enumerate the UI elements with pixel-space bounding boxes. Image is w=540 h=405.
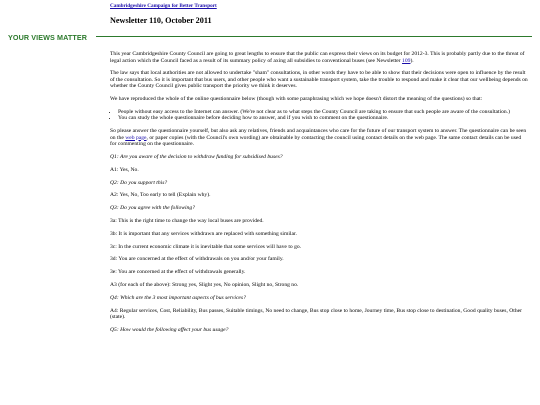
question-1: Q1: Are you aware of the decision to withdraw funding for subsidised buses? [110, 153, 283, 160]
intro-p1-text-b: ). [410, 57, 414, 64]
question-5: Q5: How would the following affect your bus usage? [110, 326, 229, 333]
intro-paragraph-1 [110, 51, 528, 64]
web-page-link[interactable]: web page [125, 134, 147, 141]
intro-p4-text-b: , or paper copies (with the Council's own wording) are obtainable by contacting the council using contact details on the web page. The same contact details can be used for commenting on the questionnaire. [110, 134, 522, 148]
reasons-list-item: • You can study the whole questionnaire before deciding how to answer, and if you wish to comment on the questionnaire. [118, 115, 528, 122]
statement-3b: 3b: It is important that any services withdrawn are replaced with something similar. [110, 230, 297, 237]
statement-3a: 3a: This is the right time to change the way local buses are provided. [110, 217, 264, 224]
intro-p4-text-a: So please answer the questionnaire yourself, but also ask any relatives, friends and acquaintances who care for the future of our transport system to answer. The questionnaire can be seen on the [110, 128, 527, 141]
answer-1: A1: Yes, No. [110, 166, 139, 173]
intro-p1-text-a: This year Cambridgeshire County Council are going to great lengths to ensure that the public can express their views on its budget for 2012-3. This is probably partly due to the threat of legal action which the Council faced as a result of its summary policy of axing all subsidies to conventional buses (see Newsletter [110, 51, 525, 64]
article-body [110, 51, 528, 340]
newsletter-title: Newsletter 110, October 2011 [110, 16, 212, 25]
reasons-list-item: • People without easy access to the Internet can answer. (We're not clear as to what steps the County Council are taking to ensure that such people are aware of the consultation.) [118, 109, 528, 116]
newsletter-109-link[interactable]: 109 [402, 57, 411, 64]
intro-paragraph-2: The law says that local authorities are not allowed to undertake "sham" consultations, in other words they have to be able to show that their decisions were open to influence by the result of the consultation. So it is important that bus users, and other people who want a sustainable transport system, take the trouble to respond and make it clear that our wellbeing depends on whether the County Council gives public transport the priority we think it deserves. [110, 70, 528, 90]
question-4: Q4: Which are the 3 most important aspects of bus services? [110, 294, 246, 301]
intro-paragraph-3: We have reproduced the whole of the online questionnaire below (though with some paraphrasing which we hope doesn't distort the meaning of the questions) so that: [110, 96, 483, 103]
org-home-link[interactable]: Cambridgeshire Campaign for Better Transport [110, 3, 217, 9]
statement-3e: 3e: You are concerned at the effect of withdrawals generally. [110, 269, 246, 276]
statement-3c: 3c: In the current economic climate it is inevitable that some services will have to go. [110, 243, 302, 250]
section-divider [96, 36, 532, 37]
intro-paragraph-4 [110, 128, 528, 148]
section-heading: YOUR VIEWS MATTER [8, 33, 88, 42]
reasons-list [110, 109, 528, 122]
statement-3d: 3d: You are concerned at the effect of withdrawals on you and/or your family. [110, 256, 284, 263]
masthead [110, 3, 530, 26]
question-3: Q3: Do you agree with the following? [110, 205, 195, 212]
answer-2: A2: Yes, No, Too early to tell (Explain why). [110, 192, 211, 199]
question-2: Q2: Do you support this? [110, 179, 168, 186]
answer-3: A3 (for each of the above): Strong yes, Slight yes, No opinion, Slight no, Strong no. [110, 281, 299, 288]
answer-4: A4: Regular services, Cost, Reliability, Bus passes, Suitable timings, No need to change, Bus stop close to home, Journey time, Bus stop close to destination, Good quality buses, Other (state). [110, 307, 522, 321]
